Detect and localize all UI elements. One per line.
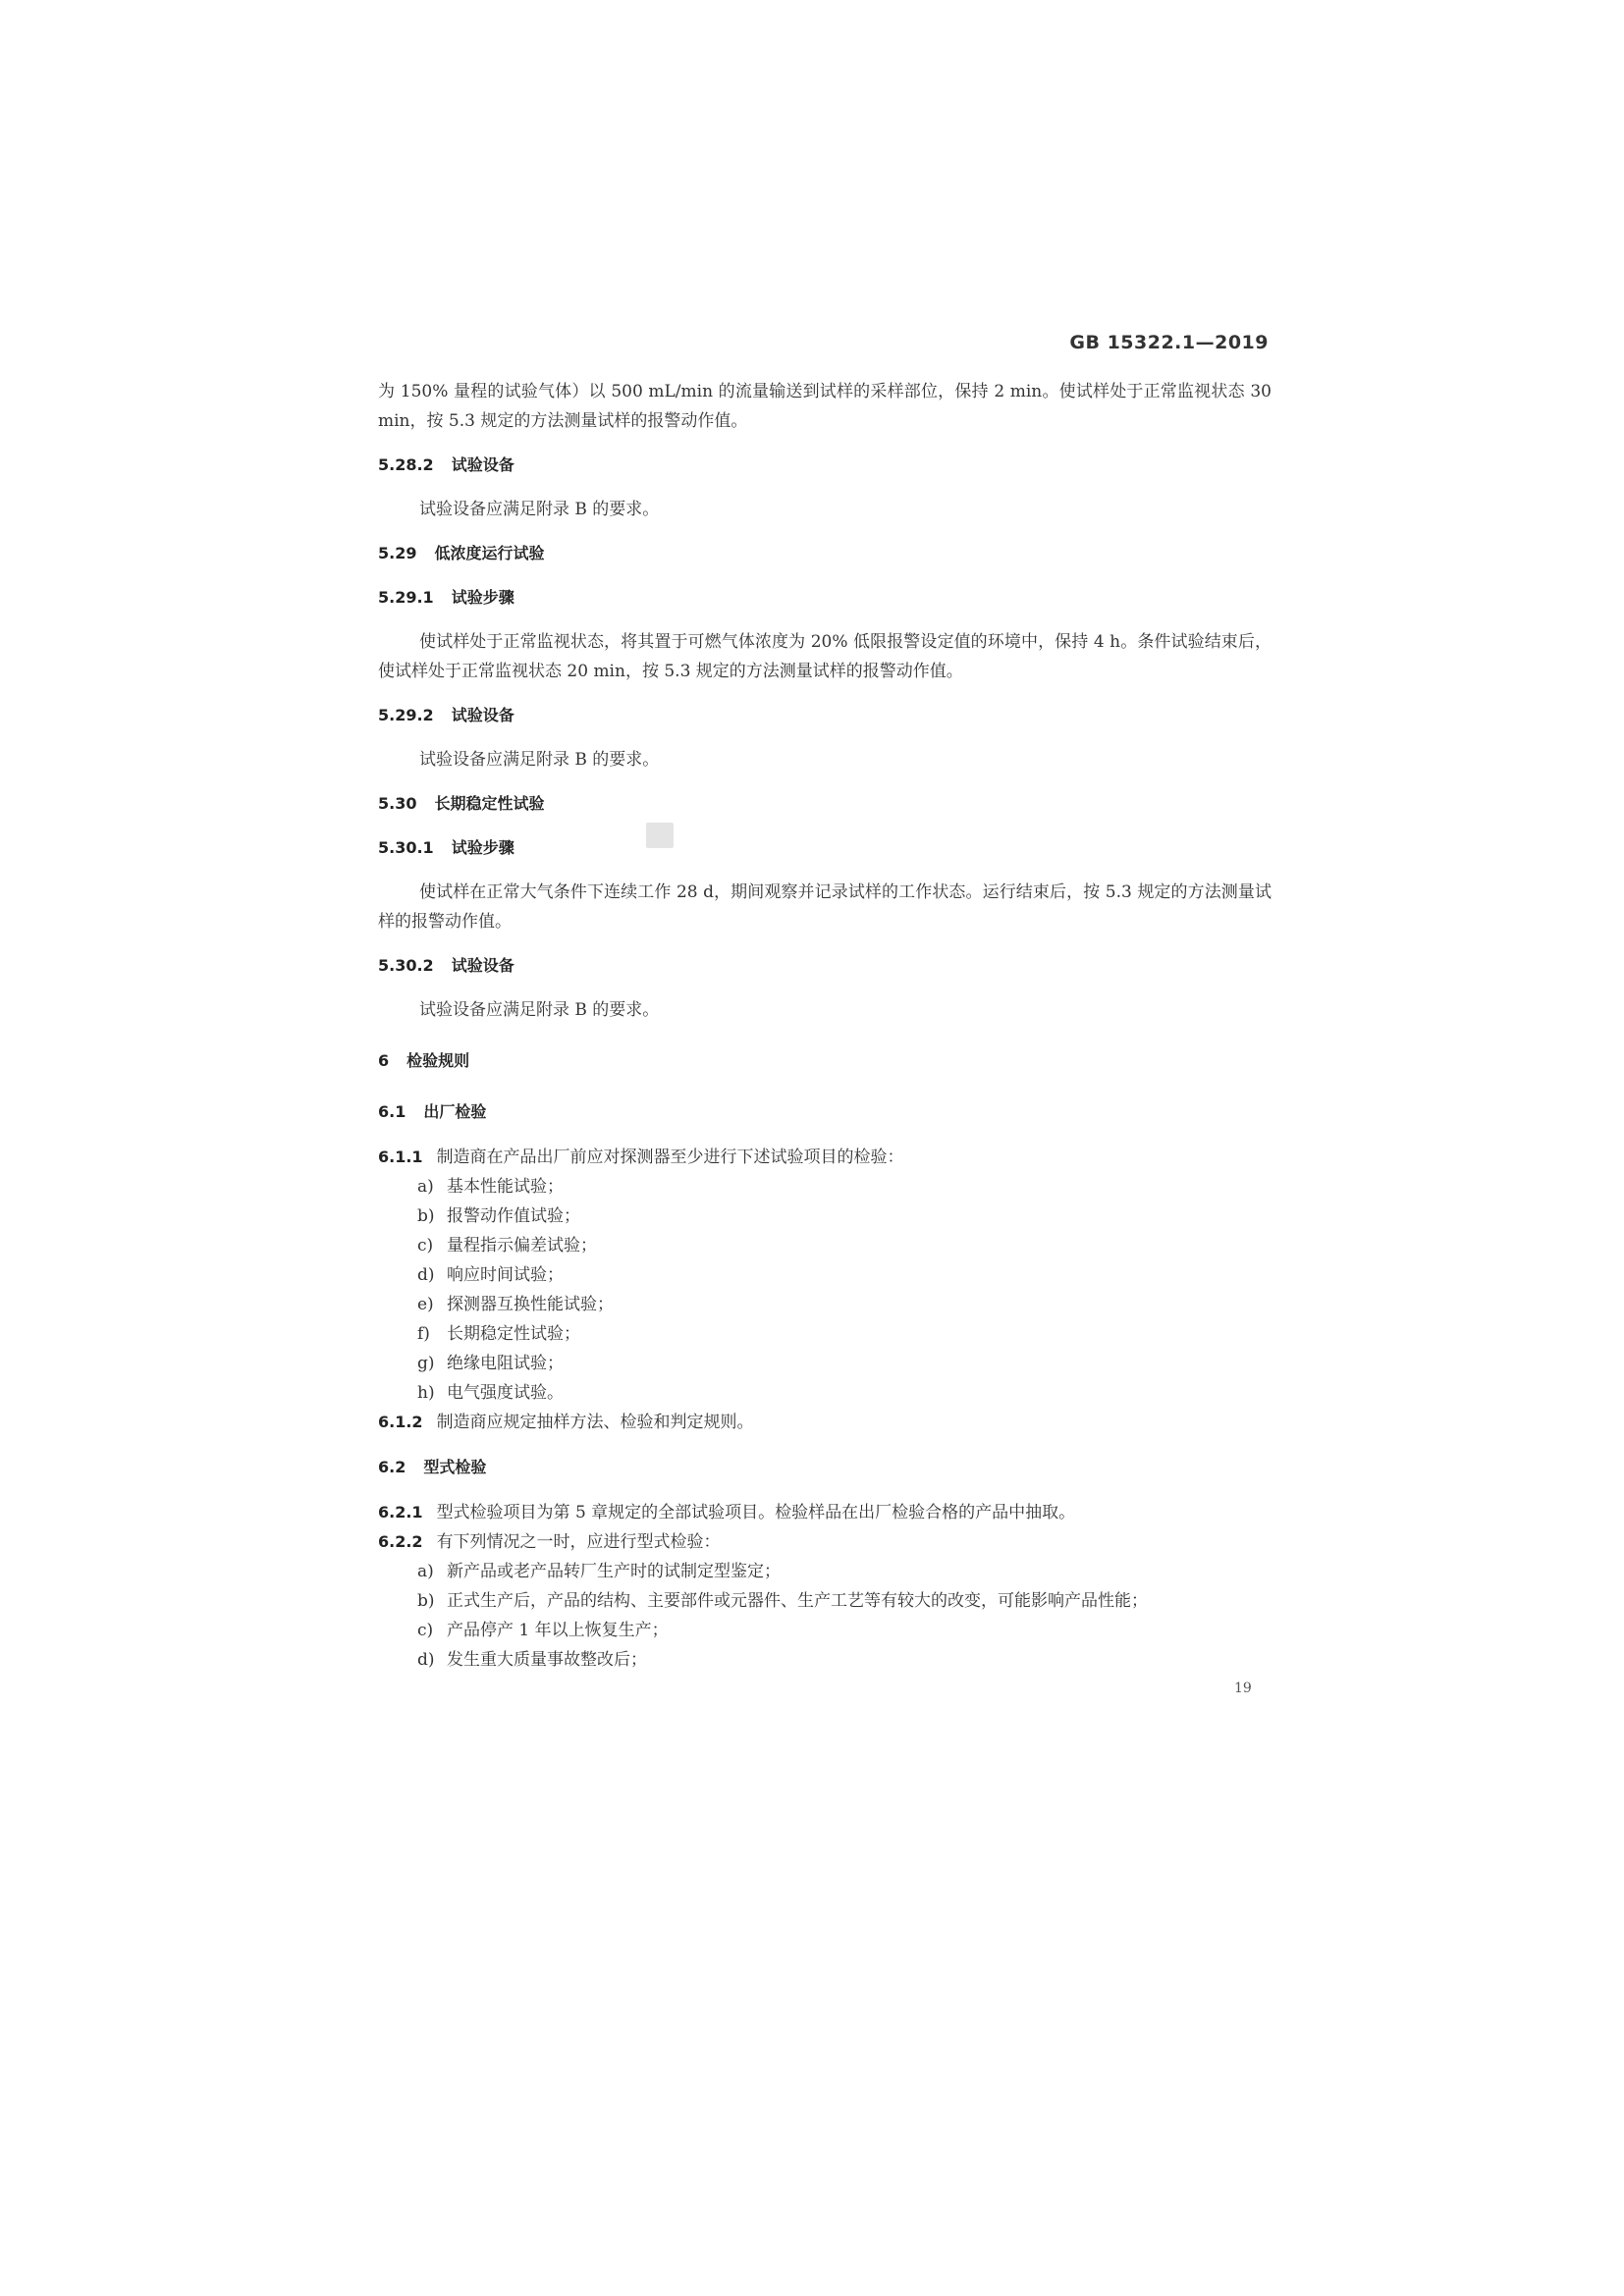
- list-item: [378, 1645, 1272, 1675]
- section-title: 出厂检验: [423, 1102, 487, 1121]
- scan-speck: [646, 823, 674, 848]
- clause-text: 型式检验项目为第 5 章规定的全部试验项目。检验样品在出厂检验合格的产品中抽取。: [436, 1503, 1076, 1522]
- section-number: 5.30.1: [378, 838, 434, 857]
- body-paragraph: 使试样在正常大气条件下连续工作 28 d，期间观察并记录试样的工作状态。运行结束后，按 5.3 规定的方法测量试样的报警动作值。: [378, 882, 1272, 932]
- list-item: [378, 1231, 1272, 1260]
- section-heading: [378, 833, 1272, 863]
- list-item-text: 电气强度试验。: [447, 1383, 564, 1403]
- spacer: [378, 1076, 1272, 1097]
- section-number: 6: [378, 1051, 390, 1070]
- section-heading: [378, 789, 1272, 819]
- section-number: 5.29.2: [378, 706, 434, 724]
- spacer: [378, 568, 1272, 583]
- clause: [378, 1143, 1272, 1172]
- section-number: 5.29: [378, 544, 417, 562]
- list-item-text: 报警动作值试验；: [447, 1206, 580, 1226]
- spacer: [378, 686, 1272, 701]
- page-number: 19: [1234, 1681, 1252, 1696]
- enumerated-list: [378, 1172, 1272, 1408]
- list-item: [378, 1349, 1272, 1378]
- clause-text: 制造商在产品出厂前应对探测器至少进行下述试验项目的检验：: [436, 1148, 904, 1167]
- clause-number: 6.2.2: [378, 1532, 423, 1551]
- list-item: [378, 1260, 1272, 1290]
- clause-number: 6.2.1: [378, 1503, 423, 1522]
- section-heading: [378, 583, 1272, 613]
- list-item: [378, 1172, 1272, 1201]
- list-item-text: 绝缘电阻试验；: [447, 1354, 564, 1373]
- list-marker: a): [417, 1177, 434, 1197]
- section-title: 检验规则: [406, 1051, 470, 1070]
- list-marker: c): [417, 1236, 434, 1255]
- clause: [378, 1498, 1272, 1527]
- section-number: 5.29.1: [378, 588, 434, 607]
- list-item: [378, 1586, 1272, 1616]
- body-paragraph: 试验设备应满足附录 B 的要求。: [419, 500, 660, 519]
- list-item-text: 长期稳定性试验；: [447, 1324, 580, 1344]
- section-number: 5.30.2: [378, 956, 434, 975]
- list-item-text: 发生重大质量事故整改后；: [447, 1650, 647, 1670]
- section-number: 6.2: [378, 1458, 406, 1476]
- section-number: 6.1: [378, 1102, 406, 1121]
- list-marker: f): [417, 1324, 430, 1344]
- list-marker: d): [417, 1265, 435, 1285]
- section-title: 长期稳定性试验: [434, 794, 545, 813]
- clause-number: 6.1.1: [378, 1148, 423, 1166]
- section-title: 型式检验: [423, 1458, 487, 1476]
- spacer: [378, 1127, 1272, 1143]
- list-item: [378, 1378, 1272, 1408]
- body-paragraph: 使试样处于正常监视状态，将其置于可燃气体浓度为 20% 低限报警设定值的环境中，保持 4 h。条件试验结束后，使试样处于正常监视状态 20 min，按 5.3 规定的方法测量试样的报警动作值。: [378, 632, 1272, 681]
- section-heading: [378, 1453, 1272, 1482]
- spacer: [378, 819, 1272, 833]
- spacer: [378, 613, 1272, 627]
- section-number: 5.30: [378, 794, 417, 813]
- spacer: [378, 774, 1272, 789]
- body-paragraph: 为 150% 量程的试验气体）以 500 mL/min 的流量输送到试样的采样部位，保持 2 min。使试样处于正常监视状态 30 min，按 5.3 规定的方法测量试样的报警动作值。: [378, 382, 1272, 431]
- list-marker: c): [417, 1621, 434, 1640]
- spacer: [378, 863, 1272, 878]
- clause-number: 6.1.2: [378, 1413, 423, 1431]
- body-paragraph: 试验设备应满足附录 B 的要求。: [419, 1000, 660, 1020]
- list-item-text: 探测器互换性能试验；: [447, 1295, 614, 1314]
- section-heading: [378, 951, 1272, 981]
- section-number: 5.28.2: [378, 455, 434, 474]
- spacer: [378, 436, 1272, 451]
- list-marker: a): [417, 1562, 434, 1581]
- spacer: [378, 981, 1272, 995]
- list-item-text: 基本性能试验；: [447, 1177, 564, 1197]
- document-body: [378, 377, 1272, 1675]
- section-title: 试验设备: [451, 455, 514, 474]
- list-item-text: 响应时间试验；: [447, 1265, 564, 1285]
- section-title: 试验步骤: [451, 838, 514, 857]
- spacer: [378, 524, 1272, 539]
- list-item: [378, 1557, 1272, 1586]
- list-marker: e): [417, 1295, 434, 1314]
- body-paragraph: 试验设备应满足附录 B 的要求。: [419, 750, 660, 770]
- section-heading: [378, 1046, 1272, 1076]
- list-item-text: 量程指示偏差试验；: [447, 1236, 597, 1255]
- list-item-text: 正式生产后，产品的结构、主要部件或元器件、生产工艺等有较大的改变，可能影响产品性能；: [447, 1591, 1148, 1611]
- list-marker: b): [417, 1591, 435, 1611]
- list-item-text: 产品停产 1 年以上恢复生产；: [447, 1621, 669, 1640]
- section-title: 试验设备: [451, 706, 514, 724]
- spacer: [378, 480, 1272, 495]
- spacer: [378, 730, 1272, 745]
- section-heading: [378, 451, 1272, 480]
- spacer: [378, 936, 1272, 951]
- clause: [378, 1527, 1272, 1557]
- list-item: [378, 1616, 1272, 1645]
- clause-text: 有下列情况之一时，应进行型式检验：: [436, 1532, 721, 1552]
- list-item: [378, 1201, 1272, 1231]
- list-marker: h): [417, 1383, 435, 1403]
- clause-text: 制造商应规定抽样方法、检验和判定规则。: [436, 1413, 754, 1432]
- section-heading: [378, 539, 1272, 568]
- list-item-text: 新产品或老产品转厂生产时的试制定型鉴定；: [447, 1562, 781, 1581]
- spacer: [378, 1437, 1272, 1453]
- list-item: [378, 1319, 1272, 1349]
- section-heading: [378, 1097, 1272, 1127]
- section-heading: [378, 701, 1272, 730]
- list-marker: g): [417, 1354, 435, 1373]
- list-marker: d): [417, 1650, 435, 1670]
- spacer: [378, 1482, 1272, 1498]
- spacer: [378, 1025, 1272, 1046]
- section-title: 试验步骤: [451, 588, 514, 607]
- clause: [378, 1408, 1272, 1437]
- section-title: 试验设备: [451, 956, 514, 975]
- enumerated-list: [378, 1557, 1272, 1675]
- list-marker: b): [417, 1206, 435, 1226]
- section-title: 低浓度运行试验: [434, 544, 545, 562]
- list-item: [378, 1290, 1272, 1319]
- standard-code: GB 15322.1—2019: [1069, 332, 1269, 353]
